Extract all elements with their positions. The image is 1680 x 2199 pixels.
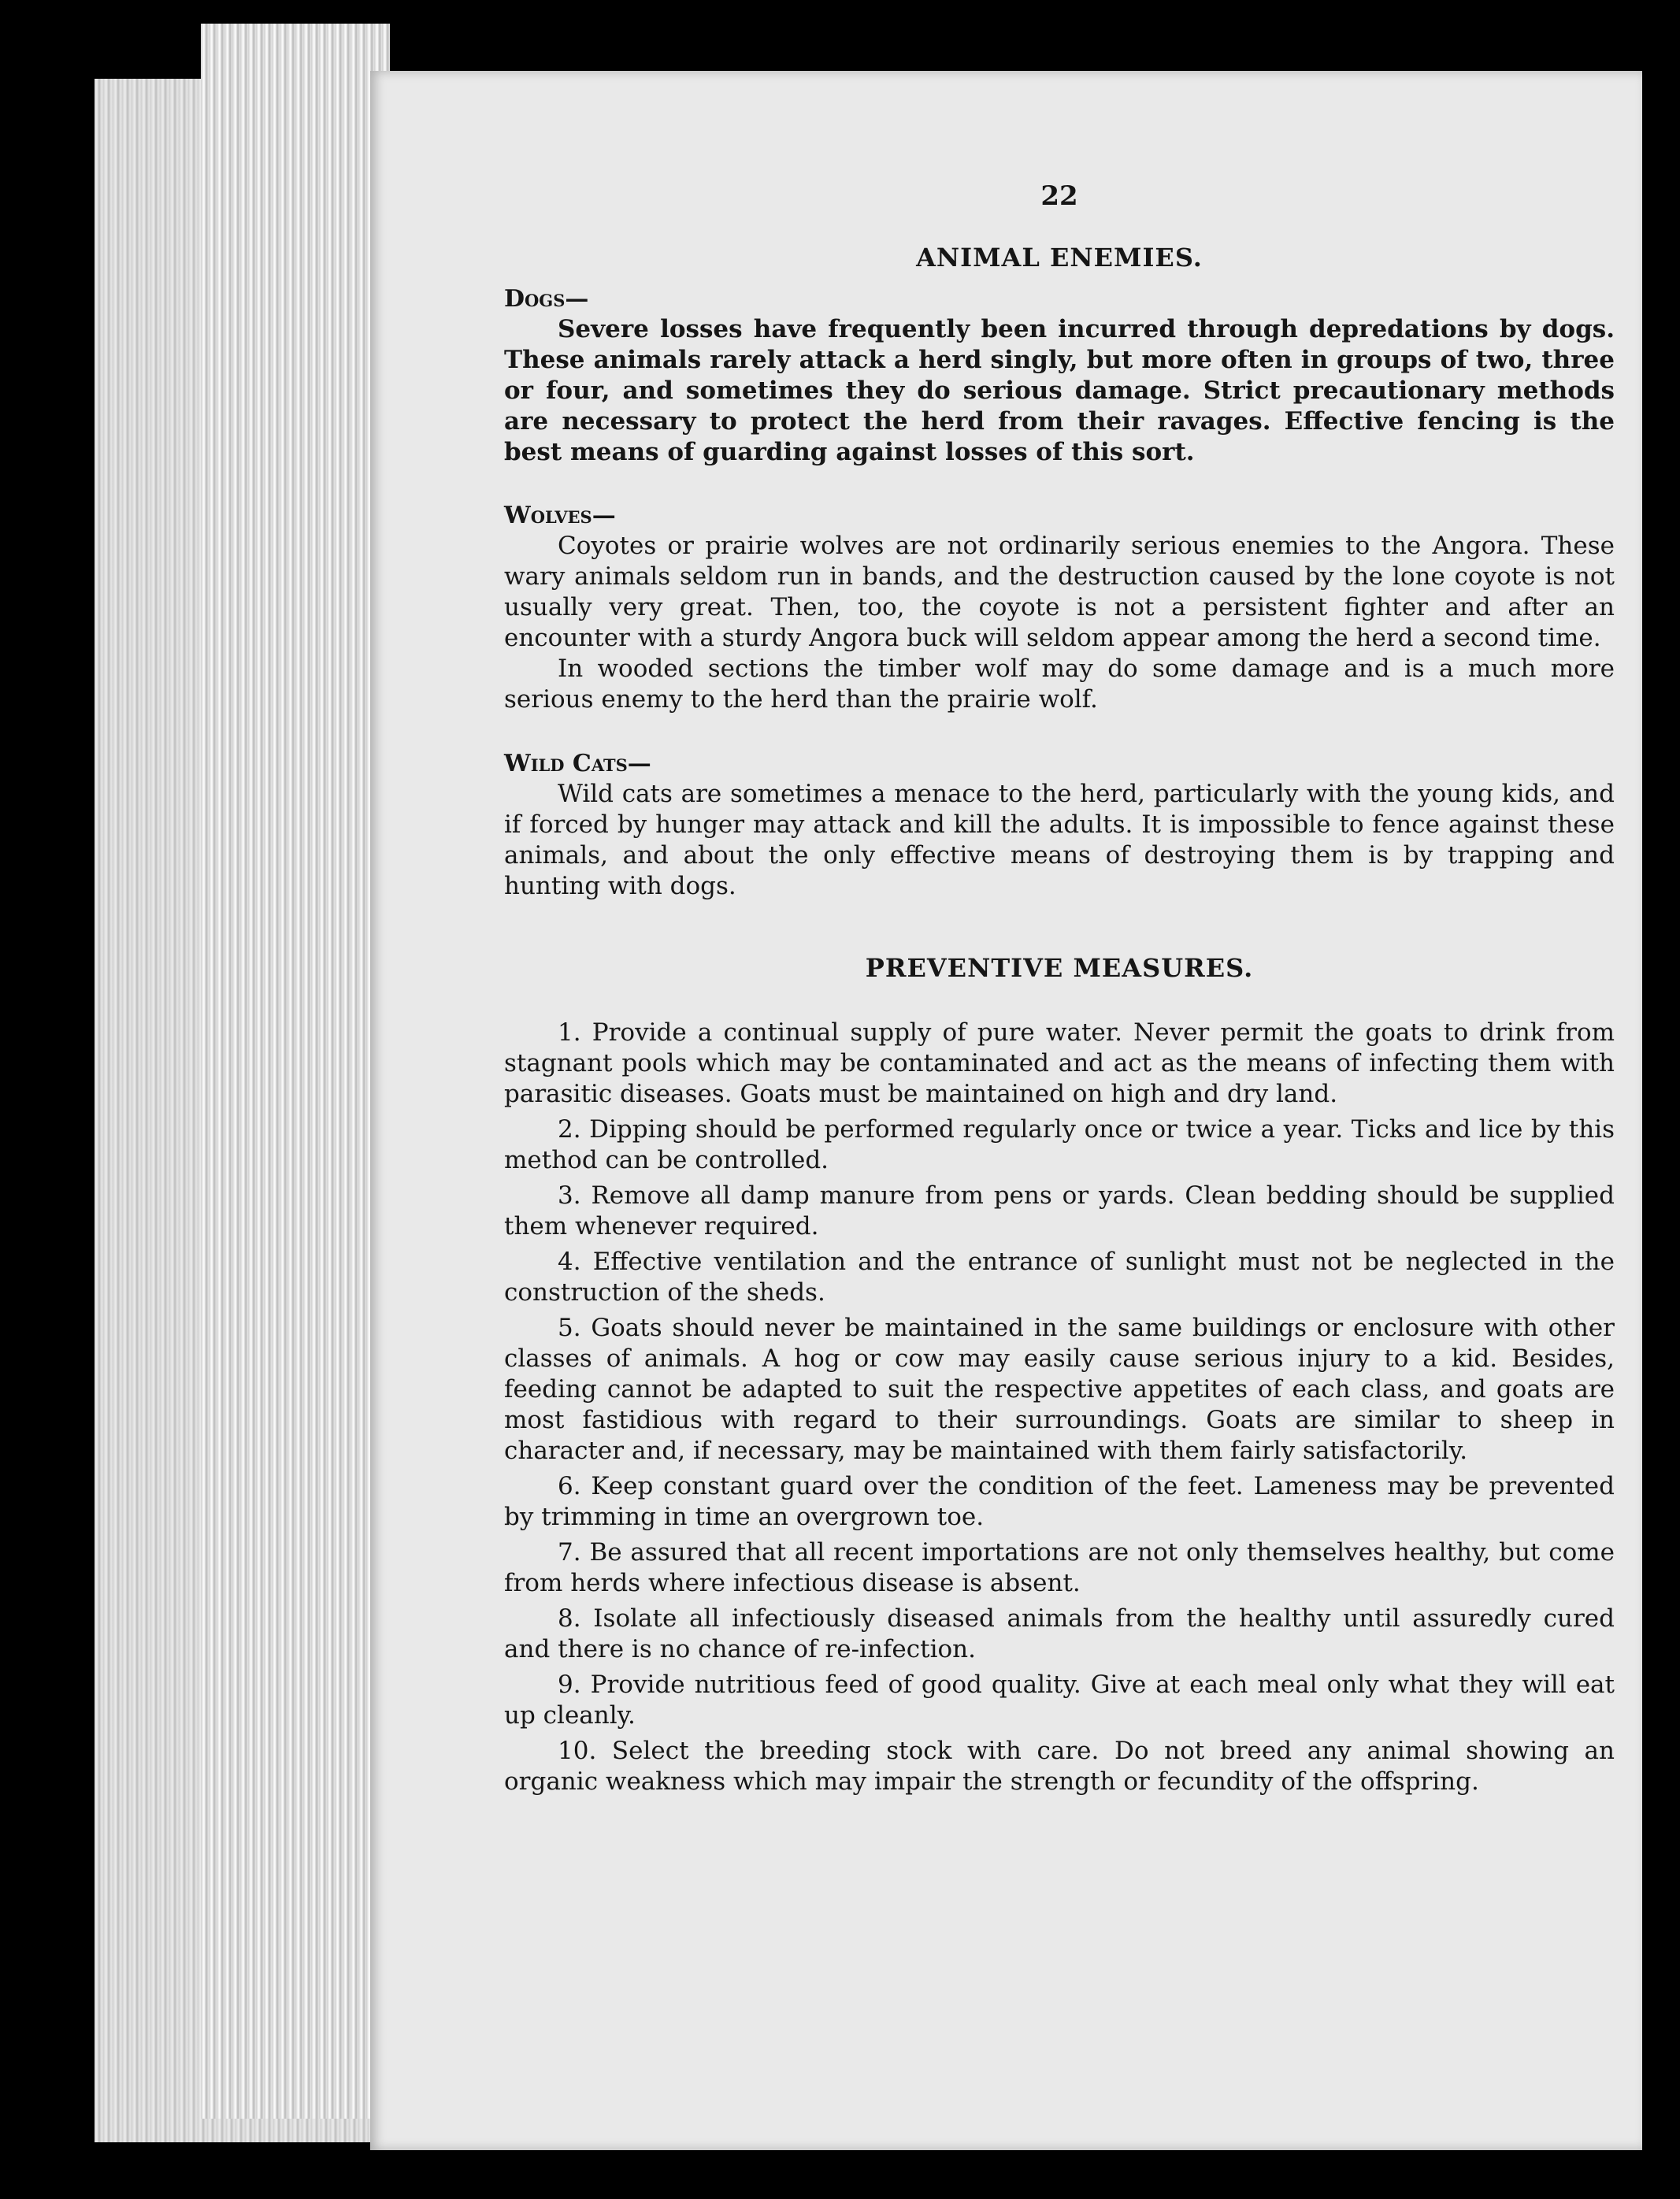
measure-item: 1. Provide a continual supply of pure water. Never permit the goats to drink from stagnant pools which may be contaminated and act as the means of infecting them with parasitic diseases. Goats must be maintained on high and dry land. bbox=[504, 1018, 1615, 1108]
measure-item: 9. Provide nutritious feed of good quality. Give at each meal only what they will eat up cleanly. bbox=[504, 1671, 1615, 1730]
dogs-section bbox=[504, 284, 1615, 468]
section-title-preventive-measures: PREVENTIVE MEASURES. bbox=[865, 953, 1254, 983]
measure-item: 10. Select the breeding stock with care. Do not breed any animal showing an organic weakness which may impair the strength or fecundity of the offspring. bbox=[504, 1737, 1615, 1796]
wolves-paragraph-2: In wooded sections the timber wolf may do some damage and is a much more serious enemy to the herd than the prairie wolf. bbox=[504, 655, 1615, 714]
measure-item: 6. Keep constant guard over the condition of the feet. Lameness may be prevented by trimming in time an overgrown toe. bbox=[504, 1472, 1615, 1531]
measure-item: 5. Goats should never be maintained in the same buildings or enclosure with other classes of animals. A hog or cow may easily cause serious injury to a kid. Besides, feeding cannot be adapted to suit the respective appetites of each class, and goats are most fastidious with regard to their surroundings. Goats are similar to sheep in character and, if necessary, may be maintained with them fairly satisfactorily. bbox=[504, 1314, 1615, 1465]
preventive-measures-list bbox=[504, 1018, 1615, 1802]
page-number: 22 bbox=[1040, 180, 1078, 212]
measure-item: 3. Remove all damp manure from pens or yards. Clean bedding should be supplied them whenever required. bbox=[504, 1181, 1615, 1240]
wolves-paragraph-1: Coyotes or prairie wolves are not ordinarily serious enemies to the Angora. These wary animals seldom run in bands, and the destruction caused by the lone coyote is not usually very great. Then, too, the coyote is not a persistent fighter and after an encounter with a sturdy Angora buck will seldom appear among the herd a second time. bbox=[504, 532, 1615, 652]
measure-item: 8. Isolate all infectiously diseased animals from the healthy until assuredly cured and there is no chance of re-infection. bbox=[504, 1604, 1615, 1663]
wild-cats-heading: Wild Cats— bbox=[504, 750, 651, 777]
wild-cats-section bbox=[504, 748, 1615, 902]
book-page-edges-inner bbox=[201, 24, 390, 2119]
wolves-heading: Wolves— bbox=[504, 502, 616, 529]
wolves-section bbox=[504, 500, 1615, 715]
measure-item: 2. Dipping should be performed regularly once or twice a year. Ticks and lice by this method can be controlled. bbox=[504, 1115, 1615, 1174]
dogs-heading: Dogs— bbox=[504, 285, 589, 313]
measure-item: 4. Effective ventilation and the entrance of sunlight must not be neglected in the construction of the sheds. bbox=[504, 1248, 1615, 1307]
dogs-paragraph: Severe losses have frequently been incurred through depredations by dogs. These animals rarely attack a herd singly, but more often in groups of two, three or four, and sometimes they do serious damage. Strict precautionary methods are necessary to protect the herd from their ravages. Effective fencing is the best means of guarding against losses of this sort. bbox=[504, 315, 1615, 466]
section-title-animal-enemies: ANIMAL ENEMIES. bbox=[916, 243, 1203, 273]
wild-cats-paragraph: Wild cats are sometimes a menace to the herd, particularly with the young kids, and if forced by hunger may attack and kill the adults. It is impossible to fence against these animals, and about the only effective means of destroying them is by trapping and hunting with dogs. bbox=[504, 780, 1615, 900]
measure-item: 7. Be assured that all recent importations are not only themselves healthy, but come from herds where infectious disease is absent. bbox=[504, 1538, 1615, 1597]
